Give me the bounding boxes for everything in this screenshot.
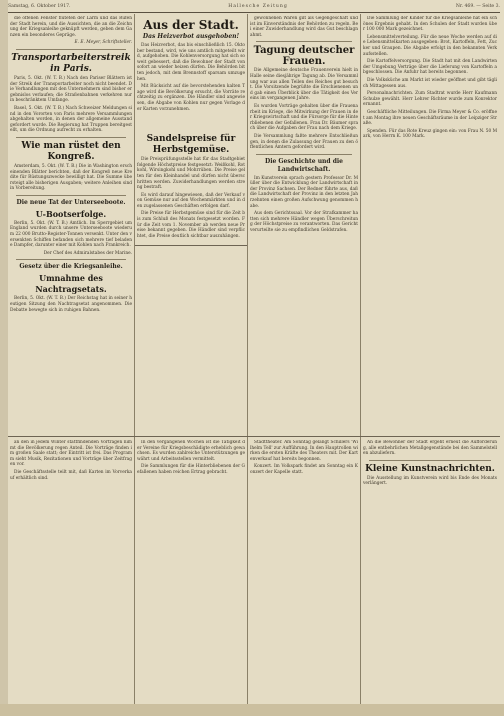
separator: [16, 259, 126, 260]
article-text: Aus dem Gerichtssaal. Vor der Strafkammer hatten sich mehrere Händler wegen Überschreitung der Höchstpreise zu verantworten. Das Gericht verurteilte sie zu empfindlichen Geldstrafen.: [250, 211, 358, 234]
article-text: Amsterdam, 5. Okt. (W. T. B.) Die in Washington erscheinenden Blätter berichten, daß der Kongreß neue Kredite für Rüstungszwecke bewilligt hat. Die Summe übersteigt alle bisherigen Ausgaben; weitere Anleihen sind in Vorbereitung.: [10, 163, 132, 192]
separator: [16, 137, 126, 138]
column-2: [137, 16, 245, 434]
page-bottom-edge: [0, 704, 504, 716]
separator: [16, 195, 126, 196]
headline-ubootstat: Die neue Tat der Unterseeboote.: [16, 198, 126, 206]
article-text: Die Ausstellung im Kunstverein wird bis Ende des Monats verlängert.: [363, 475, 497, 487]
header-page-number: Nr. 469. — Seite 3.: [455, 4, 500, 9]
section-title-stadt: Aus der Stadt.: [143, 18, 239, 32]
article-text: Es wird darauf hingewiesen, daß der Verkauf von Gemüse nur auf den Wochenmärkten und in den zugelassenen Geschäften erfolgen darf.: [137, 192, 245, 209]
article-text: Der Chef des Admiralstabes der Marine.: [43, 250, 132, 256]
headline-landwirtschaft: Die Geschichte und die Landwirtschaft.: [265, 157, 343, 173]
article-text: Berlin, 5. Okt. (W. T. B.) Der Reichstag hat in seiner heutigen Sitzung den Nachtragsetat angenommen. Die Debatte bewegte sich in ruhigen Bahnen.: [10, 296, 132, 313]
article-text: In den vergangenen Wochen ist die Tätigkeit der Vereine für Kriegsbeschädigte erheblich gewachsen. Es wurden zahlreiche Unterstützungen gewährt und Arbeitsstellen vermittelt.: [137, 440, 245, 462]
article-text: Die Allgemeine deutsche Frauenverein hielt in Halle seine diesjährige Tagung ab. Die Versammlung war aus allen Teilen des Reiches gut besucht. Die Vorsitzende begrüßte die Erschienenen und gab einen Überblick über die Tätigkeit des Vereins im vergangenen Jahre.: [250, 68, 358, 102]
header-rule: [8, 12, 500, 13]
article-text: Konzert. Im Volkspark findet am Sonntag ein Konzert der Kapelle statt.: [250, 464, 358, 475]
separator: [256, 41, 352, 42]
article-text: Im Kunstverein sprach gestern Professor Dr. Müller über die Entwicklung der Landwirtschaft in der Provinz Sachsen. Der Redner führte aus, daß die Landwirtschaft der Provinz in den letzten Jahrzehnten einen großen Aufschwung genommen habe.: [250, 175, 358, 209]
headline-ubootserfolge: U-Bootserfolge.: [35, 208, 107, 219]
article-text: Stadttheater. Am Sonntag gelangt Schillers 'Wilhelm Tell' zur Aufführung. In den Hauptrollen wirken die ersten Kräfte des Theaters mit. Der Kartenverkauf hat bereits begonnen.: [250, 440, 358, 462]
header-date: Samstag, 6. Oktober 1917.: [8, 4, 71, 9]
article-text: Berlin, 5. Okt. (W. T. B.) Amtlich. Im Sperrgebiet um England wurden durch unsere Unterseeboote wiederum 22 000 Brutto-Register-Tonnen versenkt. Unter den versenkten Schiffen befanden sich mehrere tief beladene Dampfer, darunter einer mit Kohlen nach Frankreich.: [10, 220, 132, 249]
article-text: Die Kartoffelversorgung. Die Stadt hat mit den Landwirten der Umgebung Verträge über die Lieferung von Kartoffeln abgeschlossen. Die Anfuhr hat bereits begonnen.: [363, 59, 497, 76]
article-text: Die Geschäftsstelle teilt mit, daß Karten im Vorverkauf erhältlich sind.: [10, 469, 132, 481]
headline-frauen: Tagung deutscher Frauen.: [253, 45, 355, 68]
column-rule: [247, 14, 248, 704]
page-binding-edge: [0, 0, 8, 716]
column-rule: [134, 14, 135, 704]
article-text: Paris, 5. Okt. (W. T. B.) Nach den Pariser Blättern ist der Streik der Transportarbeiter noch nicht beendet. Die Verhandlungen mit den Unternehmern sind bisher ergebnislos verlaufen; die Straßenbahnen verkehren nur in beschränktem Umfange.: [10, 75, 132, 104]
headline-nachtragsetat: Umnahme des Nachtragsetats.: [35, 273, 107, 295]
column-rule: [360, 14, 361, 704]
article-text: gewonnenen Waren gilt als Gegengeschäft und ist im Einverständnis der Behörden zu regeln. Bei einer Zuwiderhandlung wird das Gut beschlagnahmt.: [250, 16, 358, 38]
article-text: Personalnachrichten. Zum Stadtrat wurde Herr Kaufmann Schulze gewählt. Herr Lehrer Richter wurde zum Konrektor ernannt.: [363, 91, 497, 108]
article-text: Die Preise für Herbstgemüse sind für die Zeit bis zum Schluß des Monats festgesetzt worden. Für die Zeit vom 1. November ab werden neue Preise bekannt gegeben. Die Händler sind verpflichtet, die Preise deutlich sichtbar auszuhängen.: [137, 211, 245, 239]
column-4: [363, 16, 497, 434]
bottom-column-3: [250, 440, 358, 702]
article-text: Die Preisprüfungsstelle hat für das Stadtgebiet folgende Höchstpreise festgesetzt: Weißkohl, Rotkohl, Wirsingkohl und Mohrrüben. Die Preise gelten für den Kleinhandel und dürfen nicht überschritten werden. Zuwiderhandlungen werden streng bestraft.: [137, 157, 245, 191]
headline-streik: Transportarbeiterstreik in Paris.: [11, 52, 131, 74]
bottom-column-2: [137, 440, 245, 702]
article-text: Basel, 5. Okt. (W. T. B.) Nach Schweizer Meldungen sind in den Vororten von Paris mehrere Versammlungen abgehalten worden, in denen der allgemeine Ausstand gefordert wurde. Die Regierung hat Truppen bereitgestellt, um die Ordnung aufrecht zu erhalten.: [10, 105, 132, 134]
headline-herbstgemuese: Sandelspreise für Herbstgemüse.: [146, 134, 236, 156]
bottom-column-1: [10, 440, 132, 702]
article-text: Lebensmittelverteilung. Für die neue Woche werden auf die Lebensmittelkarten ausgegeben: Brot, Kartoffeln, Fett, Zucker und Graupen. Die Abgabe erfolgt in den bekannten Verkaufsstellen.: [363, 34, 497, 57]
header-masthead: Hallesche Zeitung: [228, 4, 288, 9]
article-text: Spenden. Für das Rote Kreuz gingen ein: von Frau N. 50 Mark, von Herrn K. 100 Mark.: [363, 128, 497, 140]
separator: [256, 154, 352, 155]
signature: E. E. Meyer, Schriftsteller.: [74, 40, 132, 46]
article-text: Die Volksküche am Markt ist wieder geöffnet und gibt täglich Mittagessen aus.: [363, 77, 497, 89]
article-text: Mit Rücksicht auf die bevorstehenden kalten Tage wird die Bevölkerung ersucht, die Vorräte rechtzeitig zu ergänzen. Die Händler sind angewiesen, die Abgabe von Kohlen nur gegen Vorlage der Karten vorzunehmen.: [137, 84, 245, 112]
article-text: Geschäftliche Mitteilungen. Die Firma Meyer & Co. eröffnet am Montag ihre neuen Geschäftsräume in der Leipziger Straße.: [363, 109, 497, 127]
page-header: [8, 2, 500, 12]
separator: [16, 49, 126, 50]
headline-heizverbot: Das Heizverbot ausgehoben!: [142, 33, 240, 40]
article-text: die offenen Fenster fluteten der Lärm und das Rufen der Stadt herein, und die Aussichten, die an die Zeichnung der Kriegsanleihe geknüpft werden, geben dem Ganzen ein besonderes Gepräge.: [10, 16, 132, 38]
headline-kongress: Wie man rüstet den Kongreß.: [21, 140, 121, 162]
column-1: [10, 16, 132, 434]
column-3: [250, 16, 358, 434]
article-text: Das Heizverbot, das bis einschließlich 15. Oktober bestand, wird, wie uns amtlich mitgeteilt wird, aufgehoben. Die Kohlenversorgung hat sich so weit gebessert, daß die Bewohner der Stadt von sofort an wieder heizen dürfen. Die Behörden bitten jedoch, mit dem Brennstoff sparsam umzugehen.: [137, 43, 245, 82]
fold-rule: [8, 436, 500, 437]
article-text: Es wurden Vorträge gehalten über die Frauenarbeit im Kriege, die Mitwirkung der Frauen in der Kriegswirtschaft und die Fürsorge für die Hinterbliebenen der Gefallenen. Frau Dr. Bäumer sprach über die Aufgaben der Frau nach dem Kriege.: [250, 103, 358, 132]
headline-kunstnachrichten: Kleine Kunstnachrichten.: [365, 463, 495, 474]
article-text: an den in jedem Winter stattfindenden Vorträgen nimmt die Bevölkerung regen Anteil. Die Vorträge finden im großen Saale statt; der Eintritt ist frei. Das Programm sieht Musik, Rezitationen und Vorträge über Zeitfragen vor.: [10, 440, 132, 468]
article-text: An die Bewohner der Stadt ergeht erneut die Aufforderung, alle entbehrlichen Metallgegenstände bei den Sammelstellen abzuliefern.: [363, 440, 497, 457]
headline-gesetz: Gesetz über die Kriegsanleihe.: [19, 263, 123, 271]
article-text: Die Versammlung faßte mehrere Entschließungen, in denen die Zulassung der Frauen zu den öffentlichen Ämtern gefordert wird.: [250, 133, 358, 151]
separator: [369, 460, 491, 461]
bottom-column-4: [363, 440, 497, 702]
article-text: Die Sammlung der Kinder für die Kriegsanleihe hat ein schönes Ergebnis gehabt. In den Schulen der Stadt wurden über 100 000 Mark gezeichnet.: [363, 16, 497, 33]
article-text: Die Sammlungen für die Hinterbliebenen der Gefallenen haben reichen Ertrag gebracht.: [137, 464, 245, 475]
